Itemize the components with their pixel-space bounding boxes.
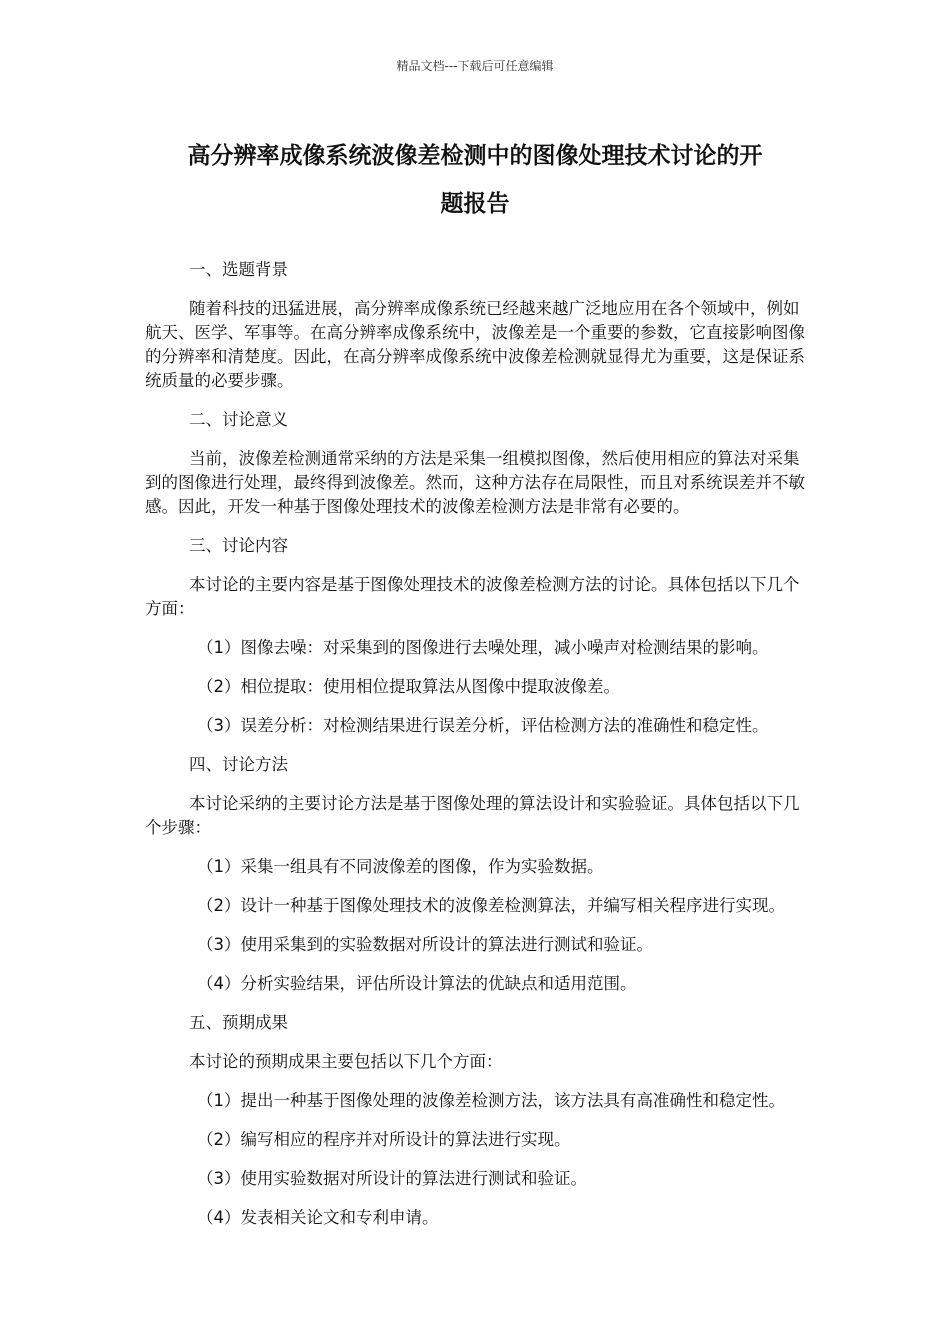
list-item: （3）使用实验数据对所设计的算法进行测试和验证。	[197, 1169, 587, 1188]
list-item: （1）提出一种基于图像处理的波像差检测方法，该方法具有高准确性和稳定性。	[197, 1091, 785, 1110]
section-heading-method: 四、讨论方法	[189, 755, 288, 774]
section-paragraph-background: 随着科技的迅猛进展，高分辨率成像系统已经越来越广泛地应用在各个领域中，例如航天、医学、军事等。在高分辨率成像系统中，波像差是一个重要的参数，它直接影响图像的分辨率和清楚度。因此，在高分辨率成像系统中波像差检测就显得尤为重要，这是保证系统质量的必要步骤。	[145, 299, 805, 390]
title-line-2: 题报告	[440, 191, 510, 217]
list-item: （2）设计一种基于图像处理技术的波像差检测算法，并编写相关程序进行实现。	[197, 896, 785, 915]
list-item: （1）图像去噪：对采集到的图像进行去噪处理，减小噪声对检测结果的影响。	[197, 638, 769, 657]
section-paragraph-content: 本讨论的主要内容是基于图像处理技术的波像差检测方法的讨论。具体包括以下几个方面：	[145, 575, 800, 618]
list-item: （4）发表相关论文和专利申请。	[197, 1208, 439, 1227]
section-paragraph-expected-results: 本讨论的预期成果主要包括以下几个方面：	[189, 1052, 503, 1071]
section-heading-content: 三、讨论内容	[189, 536, 288, 555]
section-paragraph-significance: 当前，波像差检测通常采纳的方法是采集一组模拟图像，然后使用相应的算法对采集到的图像进行处理，最终得到波像差。然而，这种方法存在局限性，而且对系统误差并不敏感。因此，开发一种基于图像处理技术的波像差检测方法是非常有必要的。	[145, 449, 805, 516]
list-item: （3）使用采集到的实验数据对所设计的算法进行测试和验证。	[197, 935, 653, 954]
section-heading-background: 一、选题背景	[189, 260, 288, 279]
document-title	[140, 132, 810, 228]
list-item: （2）编写相应的程序并对所设计的算法进行实现。	[197, 1130, 571, 1149]
section-heading-expected-results: 五、预期成果	[189, 1013, 288, 1032]
document-body	[145, 258, 815, 1245]
list-item: （4）分析实验结果，评估所设计算法的优缺点和适用范围。	[197, 974, 637, 993]
list-item: （3）误差分析：对检测结果进行误差分析，评估检测方法的准确性和稳定性。	[197, 716, 769, 735]
title-line-1: 高分辨率成像系统波像差检测中的图像处理技术讨论的开	[187, 143, 763, 169]
list-item: （2）相位提取：使用相位提取算法从图像中提取波像差。	[197, 677, 620, 696]
section-paragraph-method: 本讨论采纳的主要讨论方法是基于图像处理的算法设计和实验验证。具体包括以下几个步骤：	[145, 794, 800, 837]
section-heading-significance: 二、讨论意义	[189, 410, 288, 429]
list-item: （1）采集一组具有不同波像差的图像，作为实验数据。	[197, 857, 604, 876]
page-header: 精品文档---下载后可任意编辑	[396, 59, 554, 73]
